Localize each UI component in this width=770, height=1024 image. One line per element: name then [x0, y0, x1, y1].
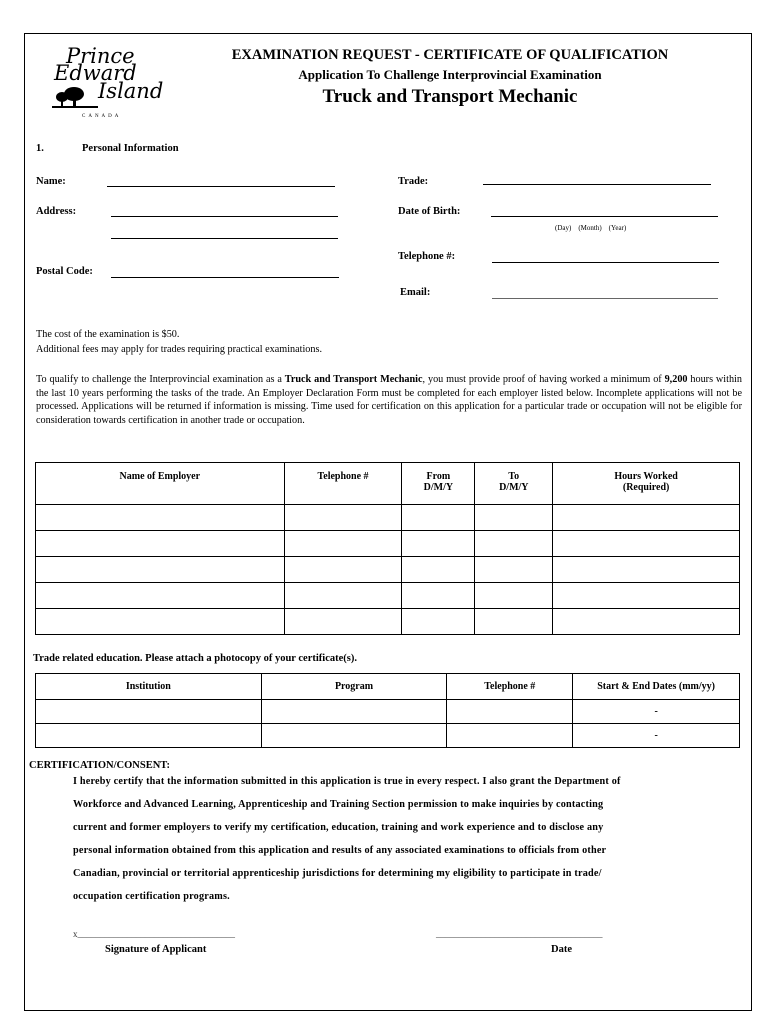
employer-table-header	[36, 463, 740, 505]
qualify-trade: Truck and Transport Mechanic	[284, 374, 423, 385]
dob-label: Date of Birth:	[398, 206, 461, 217]
qualify-paragraph	[36, 373, 742, 427]
email-label: Email:	[400, 287, 431, 298]
employer-from-cell[interactable]	[402, 531, 475, 557]
postal-code-label: Postal Code:	[36, 266, 93, 277]
employer-from-cell[interactable]	[402, 557, 475, 583]
col-institution: Institution	[36, 674, 262, 700]
table-row	[36, 700, 740, 724]
education-instruction: Trade related education. Please attach a photocopy of your certificate(s).	[33, 653, 357, 664]
form-title: EXAMINATION REQUEST - CERTIFICATE OF QUALIFICATION	[231, 47, 669, 63]
employer-telephone-cell[interactable]	[284, 531, 402, 557]
logo-country: CANADA	[82, 114, 122, 119]
cost-line-2: Additional fees may apply for trades requiring practical examinations.	[36, 344, 323, 355]
address-field-2[interactable]	[111, 238, 338, 239]
table-row	[36, 531, 740, 557]
education-table	[35, 673, 740, 748]
employer-telephone-cell[interactable]	[284, 609, 402, 635]
signature-field[interactable]: x___________________________________	[73, 929, 235, 939]
employer-name-cell[interactable]	[36, 531, 285, 557]
certification-heading: CERTIFICATION/CONSENT:	[29, 760, 171, 771]
certification-line-5: Canadian, provincial or territorial apprenticeship jurisdictions for determining my eligibility to participate in trade/	[73, 868, 602, 879]
qualify-text-2: , you must provide proof of having worked a minimum of	[422, 374, 665, 385]
table-row	[36, 505, 740, 531]
education-table-header	[36, 674, 740, 700]
employer-from-cell[interactable]	[402, 505, 475, 531]
date-field[interactable]: _____________________________________	[436, 929, 603, 939]
table-row	[36, 557, 740, 583]
institution-cell[interactable]	[36, 700, 262, 724]
employer-telephone-cell[interactable]	[284, 557, 402, 583]
section-title: Personal Information	[82, 143, 179, 154]
col-start-end-dates: Start & End Dates (mm/yy)	[573, 674, 740, 700]
certification-line-3: current and former employers to verify my certification, education, training and work experience and to disclose any	[73, 822, 604, 833]
pei-logo	[48, 44, 164, 122]
form-subtitle: Application To Challenge Interprovincial Examination	[298, 67, 602, 82]
employer-telephone-cell[interactable]	[284, 505, 402, 531]
certification-line-6: occupation certification programs.	[73, 891, 230, 902]
employer-hours-cell[interactable]	[553, 505, 740, 531]
logo-word-island: Island	[98, 79, 164, 103]
employer-hours-cell[interactable]	[553, 583, 740, 609]
col-from: From D/M/Y	[402, 463, 475, 505]
employer-name-cell[interactable]	[36, 505, 285, 531]
employer-telephone-cell[interactable]	[284, 583, 402, 609]
employer-from-cell[interactable]	[402, 583, 475, 609]
col-hours-worked: Hours Worked (Required)	[553, 463, 740, 505]
certification-line-1: I hereby certify that the information submitted in this application is true in every respect. I also grant the Department of	[73, 776, 621, 787]
date-label: Date	[551, 944, 572, 955]
qualify-hours: 9,200	[664, 374, 688, 385]
table-row	[36, 583, 740, 609]
name-label: Name:	[36, 176, 66, 187]
logo-word-prince: Prince	[66, 44, 135, 68]
employer-to-cell[interactable]	[475, 557, 553, 583]
col-program: Program	[261, 674, 447, 700]
qualify-text-1: To qualify to challenge the Interprovincial examination as a	[36, 374, 285, 385]
employer-to-cell[interactable]	[475, 583, 553, 609]
trade-field[interactable]	[483, 184, 711, 185]
employer-name-cell[interactable]	[36, 583, 285, 609]
dates-cell[interactable]: -	[573, 700, 740, 724]
certification-line-2: Workforce and Advanced Learning, Apprenticeship and Training Section permission to make inquiries by contacting	[73, 799, 604, 810]
postal-code-field[interactable]	[111, 277, 339, 278]
employer-table	[35, 462, 740, 635]
logo-word-edward: Edward	[54, 61, 137, 85]
telephone-field[interactable]	[492, 262, 719, 263]
trade-label: Trade:	[398, 176, 429, 187]
col-telephone: Telephone #	[284, 463, 402, 505]
institution-cell[interactable]	[36, 724, 262, 748]
employer-name-cell[interactable]	[36, 557, 285, 583]
employer-hours-cell[interactable]	[553, 609, 740, 635]
education-telephone-cell[interactable]	[447, 700, 573, 724]
tree-icon	[52, 86, 98, 110]
email-field[interactable]	[492, 298, 718, 299]
employer-name-cell[interactable]	[36, 609, 285, 635]
employer-to-cell[interactable]	[475, 531, 553, 557]
dob-field[interactable]	[491, 216, 718, 217]
certification-line-4: personal information obtained from this application and results of any associated examinations to officials from other	[73, 845, 607, 856]
qualify-text-3: hours within the last 10 years performing the tasks of the trade. An Employer Declaration Form must be completed for each employer listed below. Incomplete applications will not be processed. Applications will be returned if information is missing. Time used for certification on this application for a particular trade or occupation will not be eligible for consideration towards certification in another trade or occupation.	[36, 374, 742, 426]
col-employer-name: Name of Employer	[36, 463, 285, 505]
cost-line-1: The cost of the examination is $50.	[36, 329, 180, 340]
telephone-label: Telephone #:	[398, 251, 456, 262]
col-education-telephone: Telephone #	[447, 674, 573, 700]
employer-hours-cell[interactable]	[553, 531, 740, 557]
dob-hint: (Day) (Month) (Year)	[555, 224, 627, 232]
signature-label: Signature of Applicant	[105, 944, 207, 955]
table-row	[36, 724, 740, 748]
section-number: 1.	[36, 143, 44, 154]
col-to: To D/M/Y	[475, 463, 553, 505]
table-row	[36, 609, 740, 635]
name-field[interactable]	[107, 186, 335, 187]
employer-hours-cell[interactable]	[553, 557, 740, 583]
trade-title: Truck and Transport Mechanic	[322, 86, 578, 107]
education-telephone-cell[interactable]	[447, 724, 573, 748]
employer-to-cell[interactable]	[475, 505, 553, 531]
employer-from-cell[interactable]	[402, 609, 475, 635]
address-label: Address:	[36, 206, 77, 217]
employer-to-cell[interactable]	[475, 609, 553, 635]
program-cell[interactable]	[261, 724, 447, 748]
address-field-1[interactable]	[111, 216, 338, 217]
program-cell[interactable]	[261, 700, 447, 724]
dates-cell[interactable]: -	[573, 724, 740, 748]
